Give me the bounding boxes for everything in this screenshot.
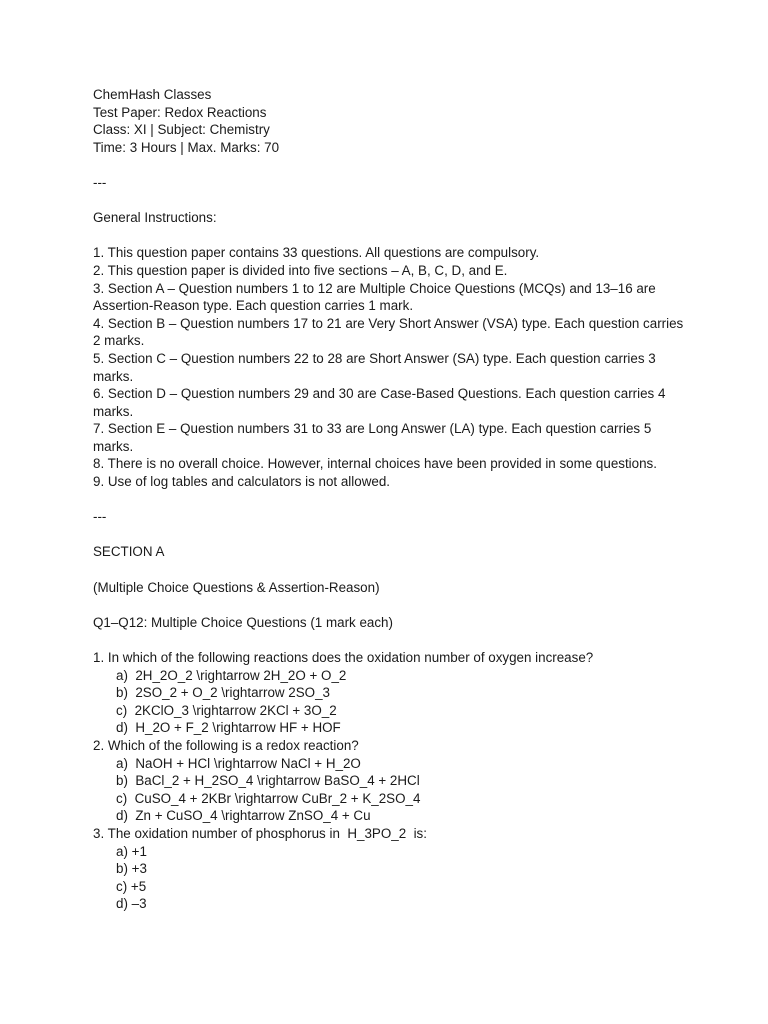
instruction-item: 6. Section D – Question numbers 29 and 30 are Case-Based Questions. Each question carries 4 marks. [93,386,666,419]
instruction-item: 4. Section B – Question numbers 17 to 21 are Very Short Answer (VSA) type. Each question carries 2 marks. [93,315,684,349]
question-text: 3. The oxidation number of phosphorus in H_3PO_2 is: [93,825,427,841]
question-option: d) H_2O + F_2 \rightarrow HF + HOF [116,720,341,736]
question-option: b) BaCl_2 + H_2SO_4 \rightarrow BaSO_4 + 2HCl [116,773,420,789]
instruction-item: 7. Section E – Question numbers 31 to 33 are Long Answer (LA) type. Each question carries 5 marks. [93,421,652,454]
question-option: b) +3 [116,861,147,877]
instruction-item: 2. This question paper is divided into five sections – A, B, C, D, and E. [93,262,508,278]
separator: --- [93,509,107,525]
separator: --- [93,174,107,190]
question-option: b) 2SO_2 + O_2 \rightarrow 2SO_3 [116,685,330,701]
instructions-heading: General Instructions: [93,210,217,226]
instruction-item: 3. Section A – Question numbers 1 to 12 are Multiple Choice Questions (MCQs) and 13–16 are Assertion-Reason type. Each question carries 1 mark. [93,280,656,314]
question-option: a) NaOH + HCl \rightarrow NaCl + H_2O [116,755,361,771]
question [93,649,693,737]
time-marks: Time: 3 Hours | Max. Marks: 70 [93,139,280,155]
instruction-item: 5. Section C – Question numbers 22 to 28 are Short Answer (SA) type. Each question carries 3 marks. [93,350,656,384]
class-subject: Class: XI | Subject: Chemistry [93,122,270,138]
question-option: d) Zn + CuSO_4 \rightarrow ZnSO_4 + Cu [116,808,371,824]
question [93,825,693,913]
institute-name: ChemHash Classes [93,87,212,102]
section-subtitle: (Multiple Choice Questions & Assertion-Reason) [93,579,380,595]
question-option: c) CuSO_4 + 2KBr \rightarrow CuBr_2 + K_2SO_4 [116,790,421,806]
question-option: d) –3 [116,896,147,912]
question-option: a) 2H_2O_2 \rightarrow 2H_2O + O_2 [116,667,347,683]
mcq-heading: Q1–Q12: Multiple Choice Questions (1 mark each) [93,614,393,630]
document-page [93,86,693,913]
question-option: c) 2KClO_3 \rightarrow 2KCl + 3O_2 [116,702,337,718]
question [93,737,693,825]
paper-title: Test Paper: Redox Reactions [93,104,267,120]
question-option: c) +5 [116,878,147,894]
instruction-item: 1. This question paper contains 33 questions. All questions are compulsory. [93,245,540,261]
question-text: 1. In which of the following reactions does the oxidation number of oxygen increase? [93,650,594,665]
section-title: SECTION A [93,544,165,560]
instruction-item: 9. Use of log tables and calculators is not allowed. [93,474,390,490]
question-text: 2. Which of the following is a redox reaction? [93,737,359,753]
question-option: a) +1 [116,843,147,859]
instruction-item: 8. There is no overall choice. However, internal choices have been provided in some questions. [93,456,657,472]
